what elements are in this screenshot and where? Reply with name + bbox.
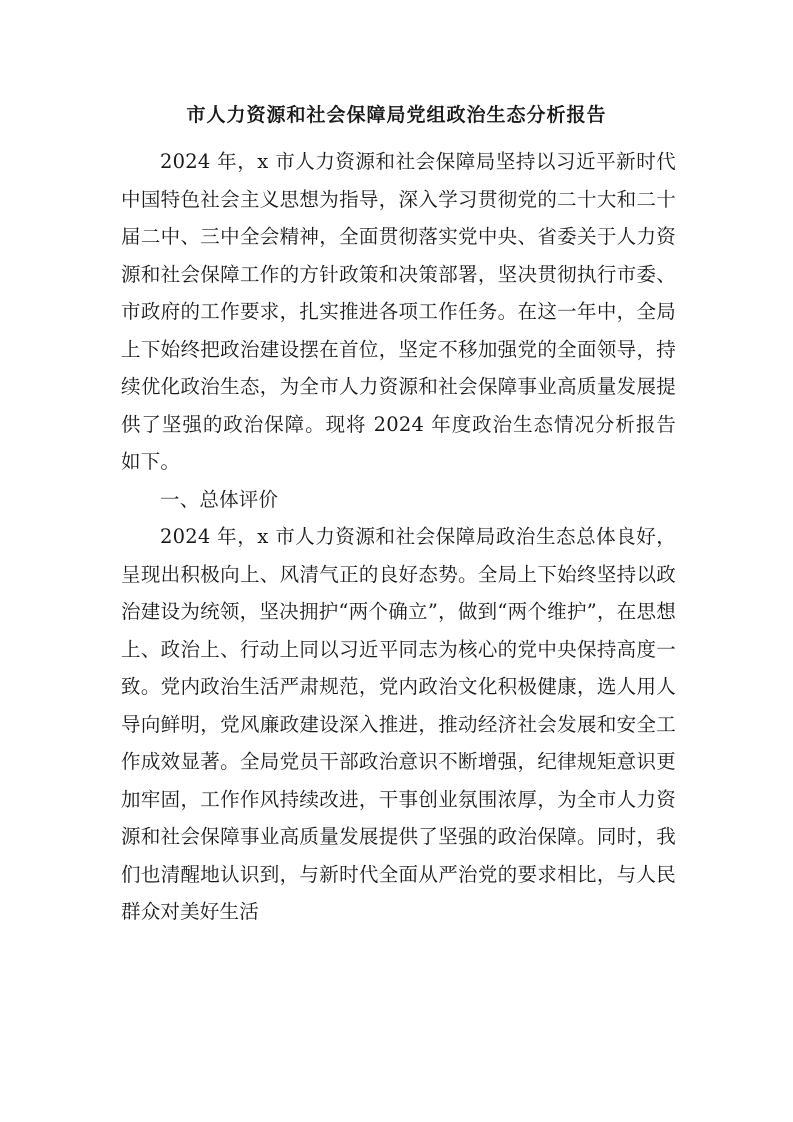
intro-paragraph: 2024 年，x 市人力资源和社会保障局坚持以习近平新时代中国特色社会主义思想为指导，深入学习贯彻党的二十大和二十届二中、三中全会精神，全面贯彻落实党中央、省委关于人力资源和社会保障工作的方针政策和决策部署，坚决贯彻执行市委、市政府的工作要求，扎实推进各项工作任务。在这一年中，全局上下始终把政治建设摆在首位，坚定不移加强党的全面领导，持续优化政治生态，为全市人力资源和社会保障事业高质量发展提供了坚强的政治保障。现将 2024 年度政治生态情况分析报告如下。: [121, 150, 676, 473]
document-title: 市人力资源和社会保障局党组政治生态分析报告: [186, 104, 607, 126]
document-body: [121, 143, 676, 931]
section-heading: 一、总体评价: [160, 487, 279, 511]
evaluation-paragraph: 2024 年，x 市人力资源和社会保障局政治生态总体良好，呈现出积极向上、风清气正的良好态势。全局上下始终坚持以政治建设为统领，坚决拥护“两个确立”，做到“两个维护”，在思想上、政治上、行动上同以习近平同志为核心的党中央保持高度一致。党内政治生活严肃规范，党内政治文化积极健康，选人用人导向鲜明，党风廉政建设深入推进，推动经济社会发展和安全工作成效显著。全局党员干部政治意识不断增强，纪律规矩意识更加牢固，工作作风持续改进，干事创业氛围浓厚，为全市人力资源和社会保障事业高质量发展提供了坚强的政治保障。同时，我们也清醒地认识到，与新时代全面从严治党的要求相比，与人民群众对美好生活: [121, 525, 676, 923]
